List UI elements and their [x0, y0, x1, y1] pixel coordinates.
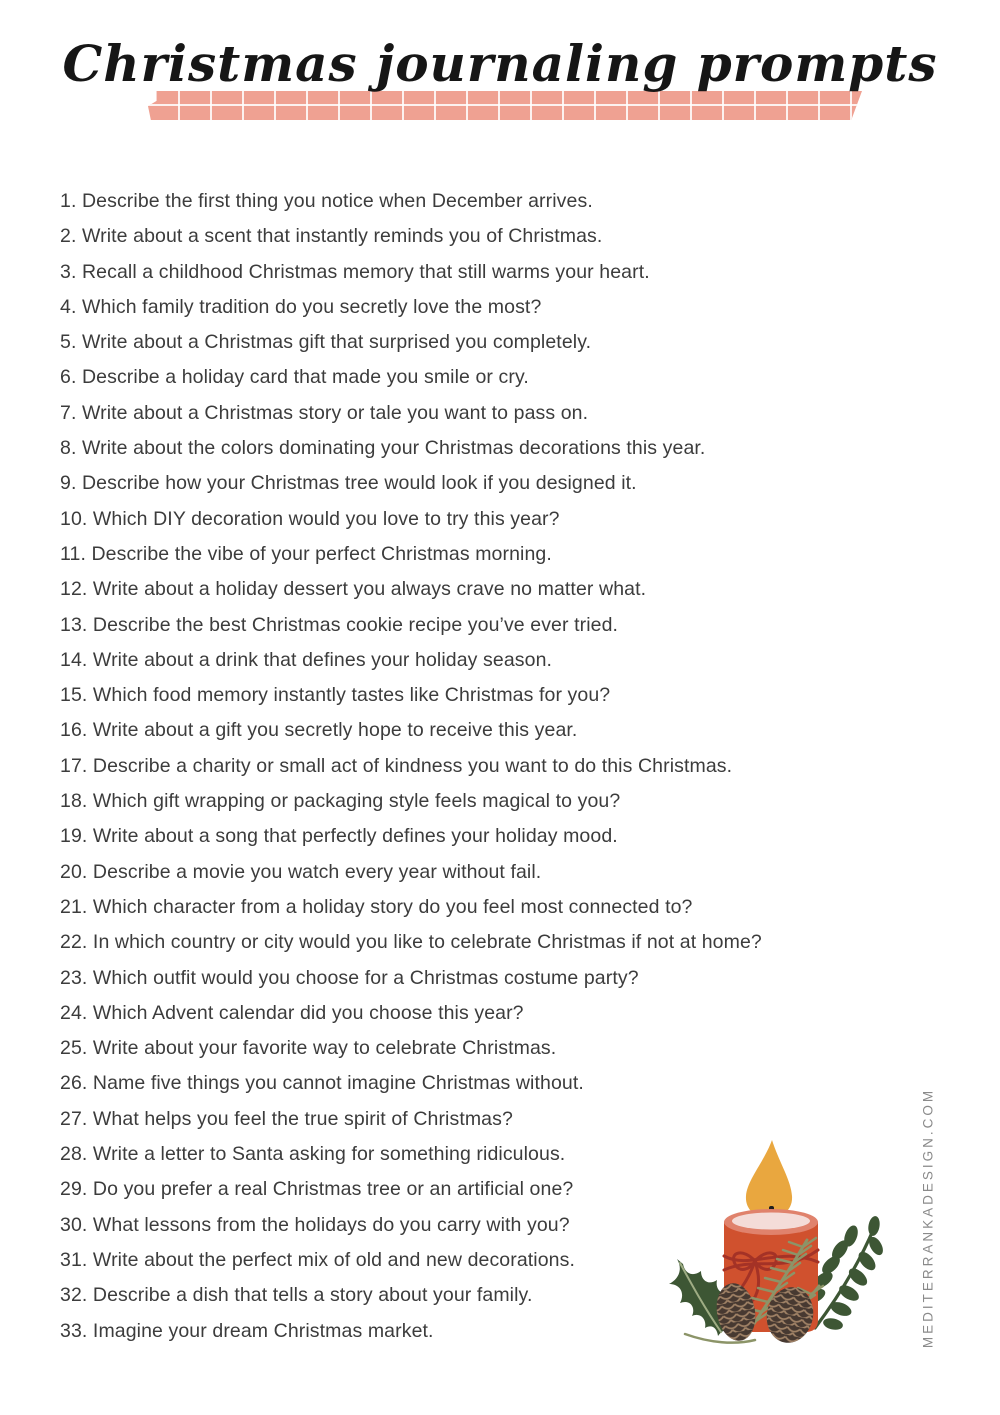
prompt-item: 31. Write about the perfect mix of old and new decorations.	[60, 1248, 575, 1271]
page-title: Christmas journaling prompts	[62, 34, 938, 93]
prompt-item: 19. Write about a song that perfectly defines your holiday mood.	[60, 825, 618, 848]
prompt-item: 18. Which gift wrapping or packaging style feels magical to you?	[60, 790, 621, 813]
prompt-item: 29. Do you prefer a real Christmas tree or an artificial one?	[60, 1178, 574, 1201]
prompt-item: 20. Describe a movie you watch every year without fail.	[60, 860, 542, 883]
prompt-item: 11. Describe the vibe of your perfect Christmas morning.	[60, 542, 552, 565]
prompt-item: 28. Write a letter to Santa asking for something ridiculous.	[60, 1143, 566, 1166]
prompt-item: 12. Write about a holiday dessert you always crave no matter what.	[60, 578, 647, 601]
prompt-item: 1. Describe the first thing you notice when December arrives.	[60, 190, 593, 212]
washi-tape-decoration	[148, 91, 862, 120]
prompt-item: 7. Write about a Christmas story or tale you want to pass on.	[60, 401, 589, 424]
prompt-item: 27. What helps you feel the true spirit of Christmas?	[60, 1107, 513, 1130]
prompt-item: 10. Which DIY decoration would you love to try this year?	[60, 507, 560, 530]
prompt-item: 30. What lessons from the holidays do you carry with you?	[60, 1213, 570, 1236]
flame-icon	[746, 1140, 792, 1218]
prompt-item: 4. Which family tradition do you secretly love the most?	[60, 295, 542, 318]
prompt-item: 24. Which Advent calendar did you choose this year?	[60, 1001, 524, 1024]
website-watermark: MEDITERRANKADESIGN.COM	[920, 1087, 936, 1349]
christmas-candle-illustration	[655, 1128, 890, 1358]
prompt-item: 3. Recall a childhood Christmas memory that still warms your heart.	[60, 260, 650, 283]
prompt-item: 21. Which character from a holiday story do you feel most connected to?	[60, 895, 693, 918]
prompt-item: 16. Write about a gift you secretly hope to receive this year.	[60, 719, 578, 742]
prompt-item: 8. Write about the colors dominating your Christmas decorations this year.	[60, 437, 706, 460]
prompt-item: 17. Describe a charity or small act of kindness you want to do this Christmas.	[60, 754, 733, 777]
prompt-item: 5. Write about a Christmas gift that surprised you completely.	[60, 331, 592, 354]
prompt-item: 6. Describe a holiday card that made you smile or cry.	[60, 366, 529, 389]
prompt-item: 26. Name five things you cannot imagine Christmas without.	[60, 1072, 584, 1095]
prompt-item: 14. Write about a drink that defines your holiday season.	[60, 648, 553, 671]
prompt-item: 22. In which country or city would you like to celebrate Christmas if not at home?	[60, 931, 762, 954]
prompt-item: 15. Which food memory instantly tastes like Christmas for you?	[60, 684, 611, 707]
prompt-item: 9. Describe how your Christmas tree would look if you designed it.	[60, 472, 637, 495]
prompt-item: 13. Describe the best Christmas cookie recipe you’ve ever tried.	[60, 613, 619, 636]
prompt-item: 2. Write about a scent that instantly reminds you of Christmas.	[60, 225, 603, 248]
prompt-item: 23. Which outfit would you choose for a Christmas costume party?	[60, 966, 639, 989]
prompt-item: 32. Describe a dish that tells a story about your family.	[60, 1284, 533, 1307]
prompt-item: 33. Imagine your dream Christmas market.	[60, 1319, 434, 1342]
prompt-item: 25. Write about your favorite way to celebrate Christmas.	[60, 1037, 557, 1060]
